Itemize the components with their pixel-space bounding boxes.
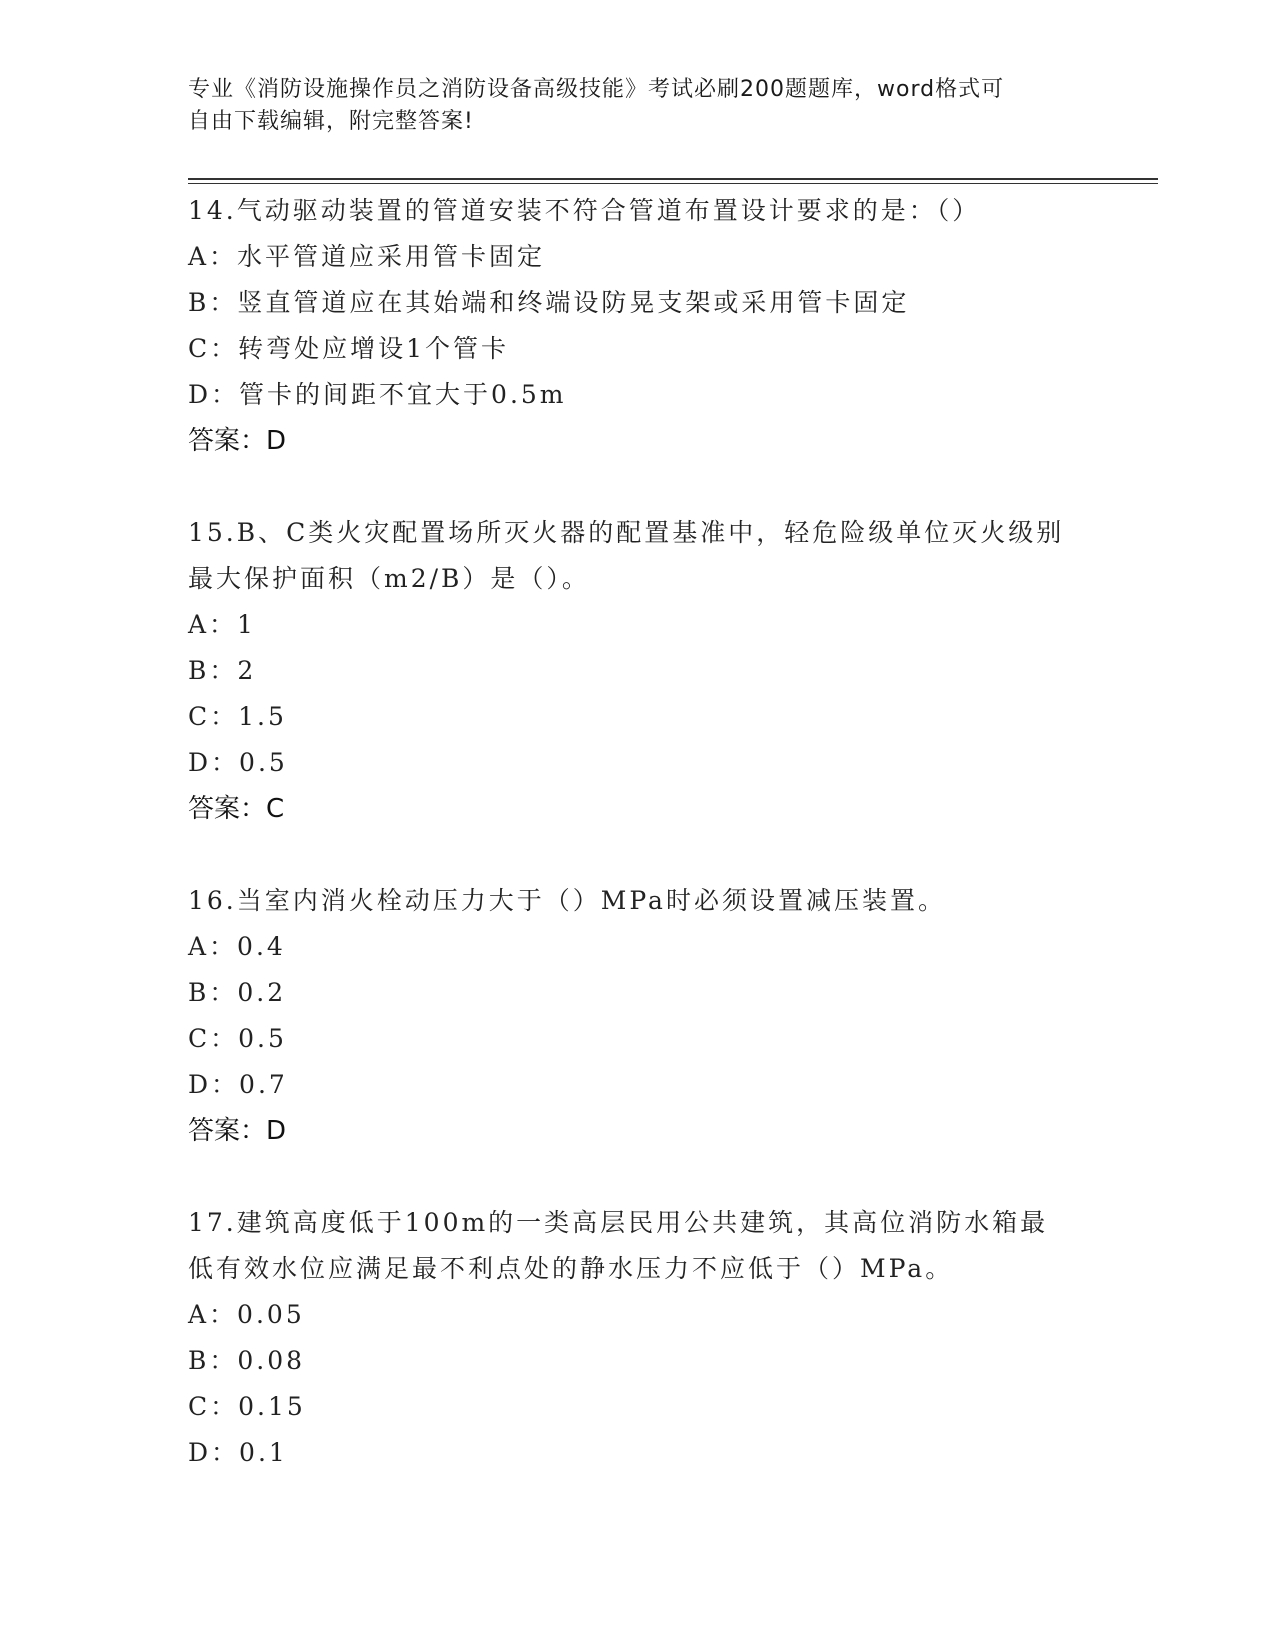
option-a: A：水平管道应采用管卡固定 xyxy=(188,242,546,271)
answer: 答案：D xyxy=(188,1116,287,1146)
option-b: B：2 xyxy=(188,656,257,685)
option-c: C：0.15 xyxy=(188,1392,306,1421)
question-text-continued: 低有效水位应满足最不利点处的静水压力不应低于（）MPa。 xyxy=(188,1254,954,1283)
question-17 xyxy=(188,1200,1088,1476)
option-c: C：转弯处应增设1个管卡 xyxy=(188,334,510,363)
header-line-1: 专业《消防设施操作员之消防设备高级技能》考试必刷200题题库，word格式可 xyxy=(188,77,1005,102)
header-divider-thick xyxy=(188,178,1158,180)
option-c: C：0.5 xyxy=(188,1024,287,1053)
question-14 xyxy=(188,188,1088,464)
question-16 xyxy=(188,878,1088,1154)
answer: 答案：D xyxy=(188,426,287,456)
option-a: A：0.05 xyxy=(188,1300,305,1329)
option-a: A：1 xyxy=(188,610,256,639)
option-d: D：0.7 xyxy=(188,1070,288,1099)
answer: 答案：C xyxy=(188,794,285,824)
question-text: 16.当室内消火栓动压力大于（）MPa时必须设置减压装置。 xyxy=(188,886,946,915)
header-divider-thin xyxy=(188,183,1158,184)
option-c: C：1.5 xyxy=(188,702,287,731)
option-b: B：竖直管道应在其始端和终端设防晃支架或采用管卡固定 xyxy=(188,288,910,317)
option-a: A：0.4 xyxy=(188,932,286,961)
option-d: D：0.5 xyxy=(188,748,288,777)
question-text-continued: 最大保护面积（m2/B）是（）。 xyxy=(188,564,590,593)
question-text: 15.B、C类火灾配置场所灭火器的配置基准中，轻危险级单位灭火级别 xyxy=(188,518,1065,547)
option-b: B：0.2 xyxy=(188,978,287,1007)
option-b: B：0.08 xyxy=(188,1346,306,1375)
question-text: 14.气动驱动装置的管道安装不符合管道布置设计要求的是：（） xyxy=(188,196,981,225)
question-list xyxy=(188,188,1088,1522)
document-header xyxy=(188,74,1088,138)
option-d: D：0.1 xyxy=(188,1438,288,1467)
question-15 xyxy=(188,510,1088,832)
option-d: D：管卡的间距不宜大于0.5m xyxy=(188,380,567,409)
header-line-2: 自由下载编辑，附完整答案! xyxy=(188,109,474,134)
question-text: 17.建筑高度低于100m的一类高层民用公共建筑，其高位消防水箱最 xyxy=(188,1208,1049,1237)
